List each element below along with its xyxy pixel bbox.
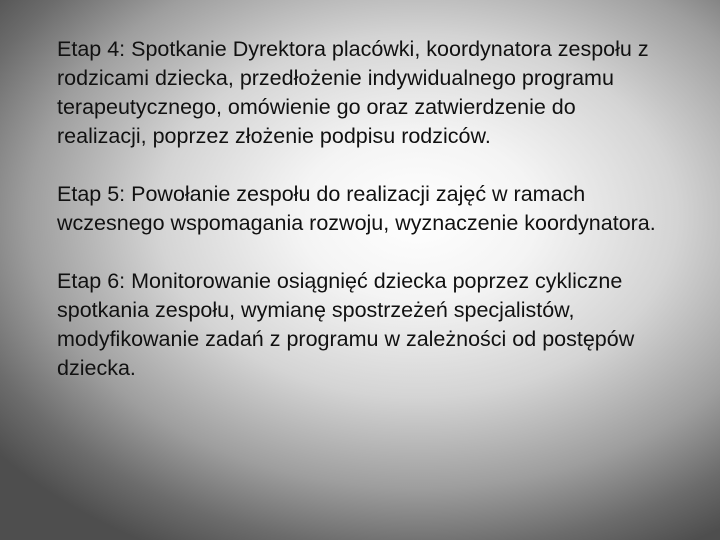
paragraph-label: Etap 6: xyxy=(57,269,126,293)
paragraph-text: Powołanie zespołu do realizacji zajęć w ramach wczesnego wspomagania rozwoju, wyznaczenie koordynatora. xyxy=(57,182,656,235)
paragraph-text: Spotkanie Dyrektora placówki, koordynatora zespołu z rodzicami dziecka, przedłożenie indywidualnego programu terapeutycznego, omówienie go oraz zatwierdzenie do realizacji, poprzez złożenie podpisu rodziców. xyxy=(57,37,649,148)
paragraph-text: Monitorowanie osiągnięć dziecka poprzez cykliczne spotkania zespołu, wymianę spostrzeżeń specjalistów, modyfikowanie zadań z programu w zależności od postępów dziecka. xyxy=(57,269,635,380)
slide-content xyxy=(57,35,667,383)
paragraph-label: Etap 4: xyxy=(57,37,126,61)
paragraph-etap-6 xyxy=(57,267,667,383)
paragraph-etap-5 xyxy=(57,180,667,238)
paragraph-etap-4 xyxy=(57,35,667,151)
paragraph-label: Etap 5: xyxy=(57,182,126,206)
